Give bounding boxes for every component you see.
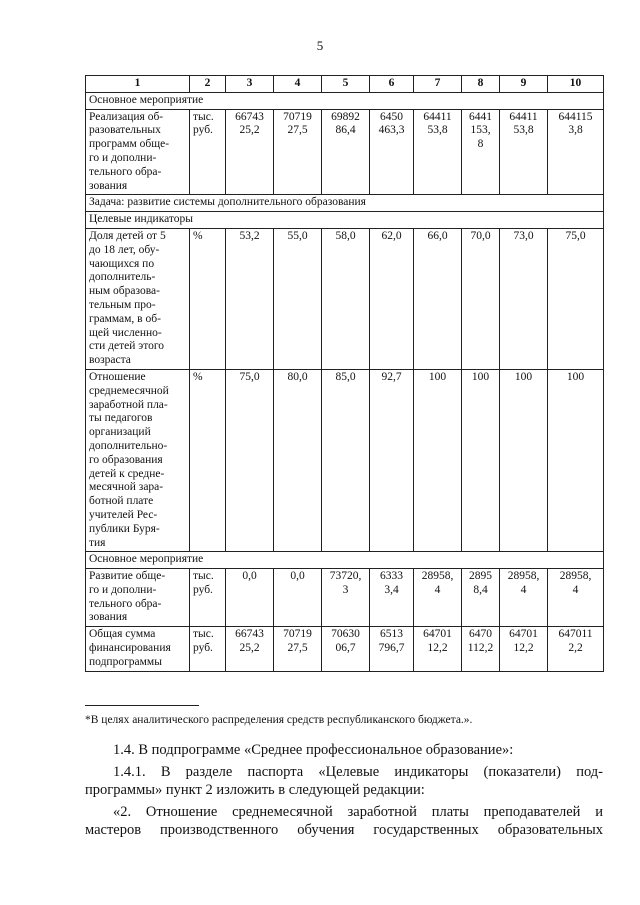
- value-line: 62,0: [381, 229, 402, 242]
- unit-line: руб.: [193, 583, 213, 596]
- unit-cell: [190, 627, 226, 671]
- value-line: 55,0: [287, 229, 308, 242]
- value-line: 4: [434, 583, 441, 596]
- value-line: 0,0: [290, 570, 305, 583]
- value-cell: [414, 109, 462, 195]
- indicator-name-line: ты педагогов: [89, 412, 153, 425]
- paragraph-passport-section: [85, 763, 603, 799]
- value-cell: [274, 569, 322, 627]
- indicator-name-line: месячной зара-: [89, 481, 164, 494]
- value-line: 27,5: [287, 642, 308, 655]
- value-line: 8: [477, 138, 484, 151]
- value-line: 8,4: [473, 583, 488, 596]
- value-line: 53,2: [239, 229, 260, 242]
- indicator-name-line: организаций: [89, 426, 151, 439]
- footnote-divider: [85, 705, 199, 706]
- value-line: 66743: [235, 110, 264, 123]
- value-cell: [462, 569, 500, 627]
- indicator-name-line: Доля детей от 5: [89, 229, 166, 242]
- value-cell: [226, 627, 274, 671]
- value-line: 80,0: [287, 370, 308, 383]
- indicator-name-line: программ обще-: [89, 138, 170, 151]
- value-cell: [462, 627, 500, 671]
- indicator-name-line: ным образова-: [89, 285, 160, 298]
- value-line: 28958,: [421, 570, 454, 583]
- value-line: 0,0: [242, 570, 257, 583]
- paragraph-line: программы» пункт 2 изложить в следующей редакции:: [85, 782, 425, 798]
- section-row: [86, 195, 604, 212]
- value-line: 92,7: [381, 370, 402, 383]
- indicator-name-cell: [86, 627, 190, 671]
- indicator-name-line: го и дополни-: [89, 151, 157, 164]
- section-label: Основное мероприятие: [86, 552, 604, 569]
- indicator-name-line: до 18 лет, обу-: [89, 243, 160, 256]
- column-header-8: 8: [462, 76, 500, 93]
- value-line: 6470: [469, 628, 492, 641]
- indicator-name-line: го образования: [89, 453, 163, 466]
- table-row: [86, 369, 604, 551]
- value-cell: [500, 569, 548, 627]
- page-number: 5: [316, 38, 324, 53]
- value-cell: [226, 369, 274, 551]
- value-cell: [322, 369, 370, 551]
- value-cell: [274, 627, 322, 671]
- value-cell: [322, 109, 370, 195]
- value-line: 6441: [469, 110, 492, 123]
- unit-cell: [190, 109, 226, 195]
- footnote: *В целях аналитического распределения средств республиканского бюджета.».: [85, 714, 473, 726]
- value-line: 70630: [331, 628, 360, 641]
- value-cell: [500, 369, 548, 551]
- indicator-name-line: тельного обра-: [89, 597, 162, 610]
- value-cell: [274, 228, 322, 369]
- value-line: 66743: [235, 628, 264, 641]
- indicator-name-line: учителей Рес-: [89, 508, 158, 521]
- indicator-name-cell: [86, 569, 190, 627]
- column-header-5: 5: [322, 76, 370, 93]
- indicator-name-line: детей к средне-: [89, 467, 165, 480]
- value-cell: [274, 109, 322, 195]
- section-row: [86, 552, 604, 569]
- indicator-name-line: тия: [89, 536, 106, 549]
- value-cell: [414, 228, 462, 369]
- indicator-name-line: дополнитель-: [89, 271, 156, 284]
- value-cell: [500, 228, 548, 369]
- value-line: 112,2: [467, 642, 494, 655]
- value-line: 100: [566, 370, 585, 383]
- value-cell: [462, 228, 500, 369]
- table-header-row: [86, 76, 604, 93]
- value-line: 100: [471, 370, 490, 383]
- value-cell: [226, 109, 274, 195]
- value-line: 70719: [283, 110, 312, 123]
- paragraph-line: мастеров производственного обучения государственных образовательных: [85, 822, 603, 838]
- column-header-9: 9: [500, 76, 548, 93]
- value-line: 64411: [509, 110, 538, 123]
- value-line: 85,0: [335, 370, 356, 383]
- indicator-name-line: Общая сумма: [89, 628, 156, 641]
- indicator-name-line: подпрограммы: [89, 655, 162, 668]
- table-row: [86, 569, 604, 627]
- value-cell: [322, 627, 370, 671]
- indicator-name-line: финансирования: [89, 642, 171, 655]
- value-line: 75,0: [565, 229, 586, 242]
- paragraph-line: «2. Отношение среднемесячной заработной платы преподавателей и: [113, 804, 603, 820]
- column-header-4: 4: [274, 76, 322, 93]
- value-line: 644115: [558, 110, 593, 123]
- value-cell: [414, 369, 462, 551]
- value-line: 796,7: [378, 642, 405, 655]
- value-cell: [370, 627, 414, 671]
- value-line: 69892: [331, 110, 360, 123]
- value-cell: [226, 569, 274, 627]
- table-row: [86, 109, 604, 195]
- value-line: 25,2: [239, 642, 260, 655]
- column-header-6: 6: [370, 76, 414, 93]
- indicator-name-line: зования: [89, 179, 128, 192]
- value-cell: [370, 569, 414, 627]
- value-cell: [548, 369, 604, 551]
- indicator-name-cell: [86, 369, 190, 551]
- value-cell: [414, 627, 462, 671]
- value-line: 06,7: [335, 642, 356, 655]
- indicator-name-cell: [86, 109, 190, 195]
- section-label: Целевые индикаторы: [86, 212, 604, 229]
- value-line: 3,4: [384, 583, 399, 596]
- value-line: 64701: [509, 628, 538, 641]
- value-line: 100: [514, 370, 533, 383]
- value-cell: [322, 228, 370, 369]
- value-line: 3,8: [568, 124, 583, 137]
- value-line: 4: [520, 583, 527, 596]
- indicator-name-line: тельного обра-: [89, 165, 162, 178]
- value-cell: [548, 569, 604, 627]
- value-cell: [462, 109, 500, 195]
- value-cell: [548, 228, 604, 369]
- value-line: 64411: [423, 110, 452, 123]
- value-line: 4: [572, 583, 579, 596]
- value-line: 6450: [380, 110, 403, 123]
- value-line: 12,2: [427, 642, 448, 655]
- unit-line: руб.: [193, 124, 213, 137]
- value-line: 647011: [558, 628, 593, 641]
- value-line: 27,5: [287, 124, 308, 137]
- unit-line: руб.: [193, 642, 213, 655]
- value-line: 25,2: [239, 124, 260, 137]
- indicator-name-line: Отношение: [89, 370, 146, 383]
- section-row: [86, 92, 604, 109]
- indicator-name-line: граммам, в об-: [89, 312, 161, 325]
- value-line: 12,2: [513, 642, 534, 655]
- indicator-name-line: го и дополни-: [89, 583, 157, 596]
- value-line: 75,0: [239, 370, 260, 383]
- value-line: 2895: [469, 570, 492, 583]
- value-line: 70,0: [470, 229, 491, 242]
- unit-cell: [190, 228, 226, 369]
- value-line: 70719: [283, 628, 312, 641]
- paragraph-line: 1.4.1. В разделе паспорта «Целевые индикаторы (показатели) под-: [113, 764, 603, 780]
- section-label: Основное мероприятие: [86, 92, 604, 109]
- value-line: 153,: [470, 124, 491, 137]
- value-line: 53,8: [513, 124, 534, 137]
- value-line: 64701: [423, 628, 452, 641]
- indicator-name-line: Реализация об-: [89, 110, 164, 123]
- value-line: 6333: [380, 570, 403, 583]
- value-line: 463,3: [378, 124, 405, 137]
- indicators-table: [85, 75, 604, 672]
- unit-line: тыс.: [193, 570, 214, 583]
- value-cell: [322, 569, 370, 627]
- column-header-1: 1: [86, 76, 190, 93]
- indicator-name-line: зования: [89, 611, 128, 624]
- unit-line: %: [193, 229, 203, 242]
- indicator-name-line: публики Буря-: [89, 522, 160, 535]
- indicator-name-line: тельным про-: [89, 298, 156, 311]
- value-line: 28958,: [559, 570, 592, 583]
- unit-cell: [190, 569, 226, 627]
- unit-line: тыс.: [193, 628, 214, 641]
- value-line: 86,4: [335, 124, 356, 137]
- indicator-name-line: дополнительно-: [89, 439, 168, 452]
- indicator-name-cell: [86, 228, 190, 369]
- value-line: 6513: [380, 628, 403, 641]
- value-cell: [462, 369, 500, 551]
- indicator-name-line: сти детей этого: [89, 340, 165, 353]
- value-cell: [370, 109, 414, 195]
- indicator-name-line: чающихся по: [89, 257, 155, 270]
- unit-cell: [190, 369, 226, 551]
- value-line: 100: [428, 370, 447, 383]
- value-cell: [500, 627, 548, 671]
- column-header-10: 10: [548, 76, 604, 93]
- value-line: 73,0: [513, 229, 534, 242]
- value-line: 28958,: [507, 570, 540, 583]
- value-line: 66,0: [427, 229, 448, 242]
- value-cell: [370, 369, 414, 551]
- unit-line: тыс.: [193, 110, 214, 123]
- column-header-7: 7: [414, 76, 462, 93]
- table-row: [86, 228, 604, 369]
- indicator-name-line: возраста: [89, 354, 131, 367]
- unit-line: %: [193, 370, 203, 383]
- value-cell: [274, 369, 322, 551]
- section-row: [86, 212, 604, 229]
- value-cell: [226, 228, 274, 369]
- indicator-name-line: Развитие обще-: [89, 570, 166, 583]
- value-cell: [414, 569, 462, 627]
- indicator-name-line: разовательных: [89, 124, 161, 137]
- table-row: [86, 627, 604, 671]
- value-cell: [548, 109, 604, 195]
- value-line: 58,0: [335, 229, 356, 242]
- paragraph-item-2: [85, 803, 603, 839]
- value-cell: [500, 109, 548, 195]
- section-label: Задача: развитие системы дополнительного образования: [86, 195, 604, 212]
- indicator-name-line: заработной пла-: [89, 398, 168, 411]
- value-cell: [548, 627, 604, 671]
- indicator-name-line: среднемесячной: [89, 384, 169, 397]
- paragraph-subprogram: 1.4. В подпрограмме «Среднее профессиональное образование»:: [113, 742, 514, 758]
- value-line: 3: [342, 583, 349, 596]
- indicator-name-line: щей численно-: [89, 326, 162, 339]
- value-line: 73720,: [329, 570, 362, 583]
- value-line: 2,2: [568, 642, 583, 655]
- value-line: 53,8: [427, 124, 448, 137]
- value-cell: [370, 228, 414, 369]
- indicator-name-line: ботной плате: [89, 495, 154, 508]
- column-header-2: 2: [190, 76, 226, 93]
- column-header-3: 3: [226, 76, 274, 93]
